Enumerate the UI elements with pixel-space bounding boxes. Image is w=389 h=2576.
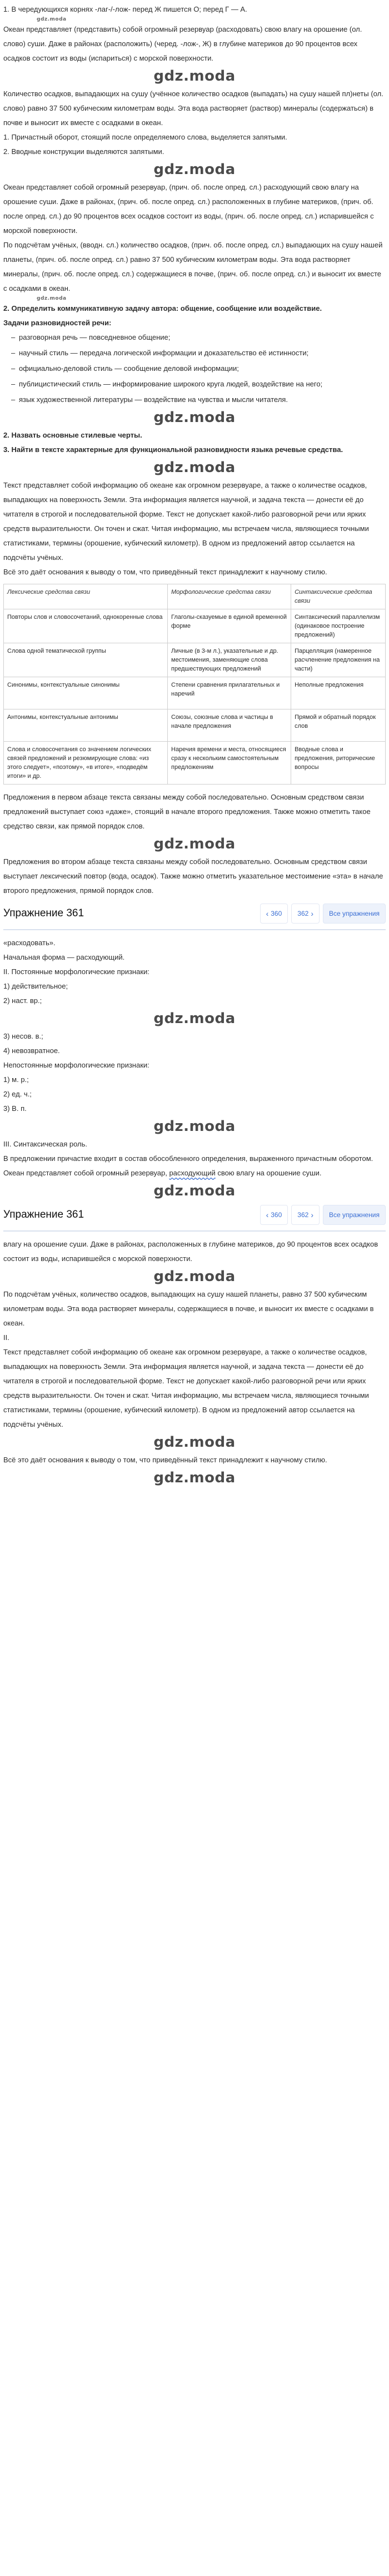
- list-item: – публицистический стиль — информирование широкого круга людей, воздействие на него;: [11, 377, 386, 391]
- table-cell: Повторы слов и словосочетаний, однокоренные слова: [4, 609, 168, 643]
- section-label: II.: [3, 1333, 9, 1342]
- table-cell: Неполные предложения: [291, 677, 386, 709]
- rule-paragraph-1: 1. В чередующихся корнях -лаг-/-лож- перед Ж пишется О; перед Г — А.: [3, 5, 247, 13]
- table-cell: Степени сравнения прилагательных и наречий: [168, 677, 291, 709]
- next-exercise-button[interactable]: [291, 1205, 320, 1225]
- watermark: gdz.moda: [153, 1010, 236, 1027]
- morph-paragraph: III. Синтаксическая роль.: [3, 1140, 88, 1148]
- chevron-left-icon: ‹: [266, 1210, 269, 1219]
- connection-paragraph-1: Предложения в первом абзаце текста связаны между собой последовательно. Основным средством связи предложений выступает союз «даже», стоящий в начале второго предложения. Также можно отметить такое средство связи, как прямой порядок слов.: [3, 793, 371, 830]
- table-cell: Наречия времени и места, относящиеся сразу к нескольким самостоятельным предложениям: [168, 742, 291, 785]
- watermark: gdz.moda: [153, 1470, 236, 1486]
- task-heading-4: 3. Найти в тексте характерные для функциональной разновидности языка речевые средства.: [3, 445, 343, 454]
- chevron-right-icon: ›: [311, 909, 313, 918]
- table-header: Синтаксические средства связи: [291, 584, 386, 609]
- morph-paragraph: 1) м. р.;: [3, 1075, 29, 1084]
- table-cell: Глаголы-сказуемые в единой временной форме: [168, 609, 291, 643]
- table-row: [4, 742, 386, 785]
- table-cell: Слова и словосочетания со значением логических связей предложений и резюмирующие слова: «из этого следует», «поэтому», «в итоге», «подведём итоги» и др.: [4, 742, 168, 785]
- morph-paragraph: 1) действительное;: [3, 982, 68, 990]
- watermark: gdz.moda: [153, 1183, 236, 1199]
- speech-types-list: [3, 330, 386, 407]
- task-heading-1: 2. Определить коммуникативную задачу автора: общение, сообщение или воздействие.: [3, 304, 322, 312]
- text-paragraph-marked-1: Океан представляет (представить) собой огромный резервуар (расходовать) свою влагу на орошение (ол. слово) суши. Даже в районах (расположить) (черед. -лож-, Ж) в глубине материков до 90 процентов всех осадков состоит из воды (испариться) с морской поверхности.: [3, 25, 362, 62]
- prev-exercise-button[interactable]: [260, 904, 288, 924]
- connection-paragraph-2: Предложения во втором абзаце текста связаны между собой последовательно. Основным средством связи выступает лексический повтор (вода, осадок). Также можно отметить указательное местоимение «эта» в начале второго предложения, прямой порядок слов.: [3, 857, 383, 895]
- next-exercise-button[interactable]: [291, 904, 320, 924]
- morph-paragraph: Непостоянные морфологические признаки:: [3, 1061, 149, 1069]
- table-cell: Синтаксический параллелизм (одинаковое построение предложений): [291, 609, 386, 643]
- table-cell: Прямой и обратный порядок слов: [291, 709, 386, 742]
- list-item: – разговорная речь — повседневное общение;: [11, 330, 386, 345]
- table-cell: Слова одной тематической группы: [4, 643, 168, 677]
- analysis-paragraph: Текст представляет собой информацию об океане как огромном резервуаре, а также о количестве осадков, выпадающих на поверхность Земли. Эта информация является научной, и задача текста — донести её до читателя в строгой и последовательной форме. Текст не допускает какой-либо разговорной речи или ярких средств выразительности. Он точен и сжат. Читая информацию, мы встречаем числа, являющиеся точными статистиками, термины (орошение, кубический километр). В одном из предложений автор ссылается на подсчёты учёных.: [3, 481, 369, 562]
- text-paragraph-punct-2: По подсчётам учёных, (вводн. сл.) количество осадков, (прич. об. после опред. сл.) выпадающих на сушу нашей планеты, (прич. об. после опред. сл.) равно 37 500 кубическим километрам воды. Эта вода растворяет минералы, (прич. об. после опред. сл.) содержащиеся в почве, (прич. об. после опред. сл.) и выносит их вместе с осадками в океан.: [3, 241, 383, 292]
- table-cell: Антонимы, контекстуальные антонимы: [4, 709, 168, 742]
- table-row: [4, 709, 386, 742]
- chevron-right-icon: ›: [311, 1210, 313, 1219]
- watermark-small: gdz.moda: [37, 296, 67, 301]
- table-header: Морфологические средства связи: [168, 584, 291, 609]
- divider: [3, 1230, 386, 1232]
- morph-paragraph: Начальная форма — расходующий.: [3, 953, 125, 961]
- table-row: [4, 643, 386, 677]
- conclusion-paragraph: Всё это даёт основания к выводу о том, что приведённый текст принадлежит к научному стилю.: [3, 568, 327, 576]
- prev-exercise-label: 360: [271, 910, 282, 917]
- task-heading-2: Задачи разновидностей речи:: [3, 319, 112, 327]
- watermark: gdz.moda: [153, 1268, 236, 1285]
- table-row: [4, 609, 386, 643]
- example-sentence: [3, 1166, 386, 1180]
- table-row: [4, 677, 386, 709]
- list-item: – язык художественной литературы — воздействие на чувства и мысли читателя.: [11, 393, 386, 407]
- text-paragraph: влагу на орошение суши. Даже в районах, расположенных в глубине материков, до 90 процентов всех осадков состоит из воды, испарившейся с морской поверхности.: [3, 1240, 378, 1263]
- all-exercises-button[interactable]: Все упражнения: [323, 1205, 386, 1225]
- table-cell: Синонимы, контекстуальные синонимы: [4, 677, 168, 709]
- participle-word: расходующий: [169, 1169, 216, 1177]
- exercise-title: Упражнение 361: [3, 907, 84, 919]
- analysis-paragraph: Текст представляет собой информацию об океане как огромном резервуаре, а также о количестве осадков, выпадающих на поверхность Земли. Эта информация является научной, и задача текста — донести её до читателя в строгой и последовательной форме. Текст не допускает какой-либо разговорной речи или ярких средств выразительности. Он точен и сжат. Читая информацию, мы встречаем числа, являющиеся точными статистиками, термины (орошение, кубический километр). В одном из предложений автор ссылается на подсчёты учёных.: [3, 1348, 369, 1428]
- watermark: gdz.moda: [153, 836, 236, 852]
- table-cell: Вводные слова и предложения, риторические вопросы: [291, 742, 386, 785]
- morph-paragraph: 3) В. п.: [3, 1104, 27, 1113]
- table-cell: Союзы, союзные слова и частицы в начале предложения: [168, 709, 291, 742]
- exercise-header: [3, 1203, 386, 1227]
- watermark: gdz.moda: [153, 1434, 236, 1451]
- watermark-small: gdz.moda: [37, 17, 67, 22]
- rule-paragraph-2: 1. Причастный оборот, стоящий после определяемого слова, выделяется запятыми.: [3, 133, 287, 141]
- text-paragraph: По подсчётам учёных, количество осадков, выпадающих на сушу нашей планеты, равно 37 500 кубическим километрам воды. Эта вода растворяет минералы, содержащиеся в почве, и выносит их вместе с осадками в океан.: [3, 1290, 374, 1327]
- watermark: gdz.moda: [153, 161, 236, 178]
- morph-paragraph: 2) наст. вр.;: [3, 996, 42, 1005]
- divider: [3, 929, 386, 930]
- morph-paragraph: 2) ед. ч.;: [3, 1090, 32, 1098]
- table-cell: Личные (в 3-м л.), указательные и др. местоимения, заменяющие слова предшествующих предложений: [168, 643, 291, 677]
- all-exercises-button[interactable]: Все упражнения: [323, 904, 386, 924]
- watermark: gdz.moda: [153, 459, 236, 476]
- prev-exercise-label: 360: [271, 1211, 282, 1219]
- rule-paragraph-3: 2. Вводные конструкции выделяются запятыми.: [3, 147, 164, 156]
- exercise-nav: [260, 904, 386, 924]
- task-heading-3: 2. Назвать основные стилевые черты.: [3, 431, 142, 439]
- morph-paragraph: В предложении причастие входит в состав обособленного определения, выраженного причастным оборотом.: [3, 1154, 373, 1163]
- morph-paragraph: «расходовать».: [3, 939, 56, 947]
- exercise-nav: [260, 1205, 386, 1225]
- morph-paragraph: 3) несов. в.;: [3, 1032, 43, 1040]
- list-item: – официально-деловой стиль — сообщение деловой информации;: [11, 361, 386, 376]
- connection-means-table: [3, 584, 386, 785]
- text-paragraph-marked-2: Количество осадков, выпадающих на сушу (учённое количество осадков (выпадать) на сушу нашей пл)неты (ол. слово) равно 37 500 кубическим километрам воды. Эта вода растворяет (раствор) минералы (содержаться) в почве и выносит их вместе с осадками в океан.: [3, 90, 383, 127]
- next-exercise-label: 362: [297, 1211, 309, 1219]
- morph-paragraph: II. Постоянные морфологические признаки:: [3, 967, 149, 976]
- watermark: gdz.moda: [153, 68, 236, 85]
- example-text: свою влагу на орошение суши.: [215, 1169, 322, 1177]
- prev-exercise-button[interactable]: [260, 1205, 288, 1225]
- watermark: gdz.moda: [153, 409, 236, 426]
- example-text: Океан представляет собой огромный резервуар,: [3, 1169, 169, 1177]
- table-header: Лексические средства связи: [4, 584, 168, 609]
- morph-paragraph: 4) невозвратное.: [3, 1046, 60, 1055]
- watermark: gdz.moda: [153, 1118, 236, 1135]
- conclusion-paragraph: Всё это даёт основания к выводу о том, что приведённый текст принадлежит к научному стилю.: [3, 1456, 327, 1464]
- exercise-header: [3, 901, 386, 926]
- list-item: – научный стиль — передача логической информации и доказательство её истинности;: [11, 346, 386, 360]
- chevron-left-icon: ‹: [266, 909, 269, 918]
- text-paragraph-punct-1: Океан представляет собой огромный резервуар, (прич. об. после опред. сл.) расходующий свою влагу на орошение суши. Даже в районах, (прич. об. после опред. сл.) расположенных в глубине материков, (прич. об. после опред. сл.) до 90 процентов всех осадков состоит из воды, (прич. об. после опред. сл.) испарившейся с морской поверхности.: [3, 183, 374, 235]
- next-exercise-label: 362: [297, 910, 309, 917]
- table-cell: Парцелляция (намеренное расчленение предложения на части): [291, 643, 386, 677]
- exercise-title: Упражнение 361: [3, 1209, 84, 1220]
